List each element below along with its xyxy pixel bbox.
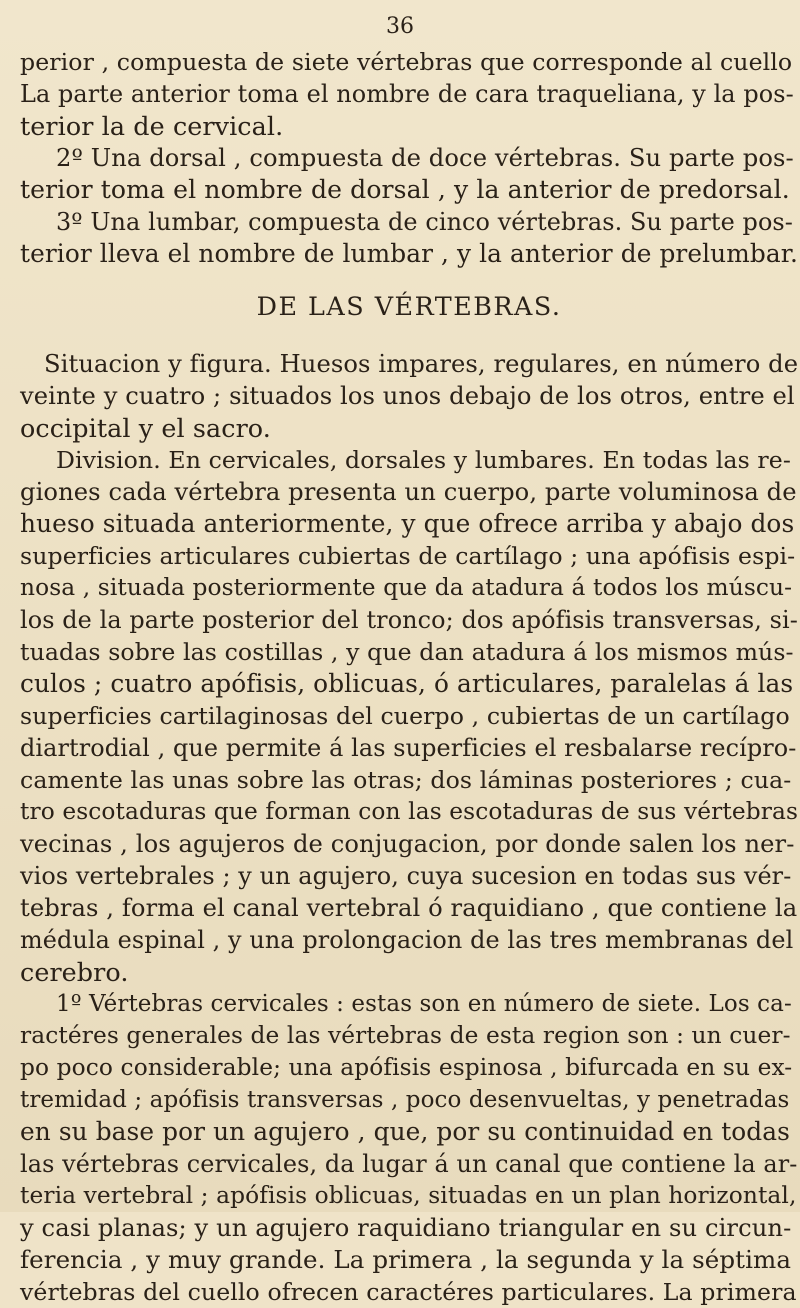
- text-line: po poco considerable; una apófisis espinosa , bifurcada en su ex-: [20, 1054, 793, 1081]
- text-line: las vértebras cervicales, da lugar á un canal que contiene la ar-: [20, 1150, 798, 1178]
- text-line: tuadas sobre las costillas , y que dan atadura á los mismos mús-: [20, 638, 794, 666]
- text-line: Division. En cervicales, dorsales y lumbares. En todas las re-: [56, 446, 791, 474]
- text-line: 2º Una dorsal , compuesta de doce vértebras. Su parte pos-: [56, 144, 794, 172]
- text-line: superficies articulares cubiertas de cartílago ; una apófisis espi-: [20, 542, 796, 570]
- text-line: médula espinal , y una prolongacion de las tres membranas del: [20, 926, 794, 954]
- text-line: hueso situada anteriormente, y que ofrece arriba y abajo dos: [20, 509, 795, 538]
- text-line: terior la de cervical.: [20, 111, 284, 141]
- text-line: los de la parte posterior del tronco; dos apófisis transversas, si-: [20, 606, 798, 634]
- text-line: La parte anterior toma el nombre de cara traqueliana, y la pos-: [20, 80, 794, 108]
- text-line: 3º Una lumbar, compuesta de cinco vértebras. Su parte pos-: [56, 208, 793, 236]
- text-line: vértebras del cuello ofrecen caractéres particulares. La primera: [20, 1278, 797, 1306]
- text-line: giones cada vértebra presenta un cuerpo, parte voluminosa de: [20, 478, 797, 506]
- text-line: tremidad ; apófisis transversas , poco desenvueltas, y penetradas: [20, 1087, 790, 1113]
- text-line: tro escotaduras que forman con las escotaduras de sus vértebras: [20, 798, 798, 825]
- text-line: diartrodial , que permite á las superficies el resbalarse recípro-: [20, 734, 797, 762]
- text-line: culos ; cuatro apófisis, oblicuas, ó articulares, paralelas á las: [20, 669, 794, 698]
- text-line: ferencia , y muy grande. La primera , la segunda y la séptima: [20, 1245, 792, 1274]
- text-line: cerebro.: [20, 957, 129, 987]
- text-line: en su base por un agujero , que, por su continuidad en todas: [20, 1117, 790, 1146]
- text-line: perior , compuesta de siete vértebras que corresponde al cuello: [20, 48, 793, 76]
- text-line: y casi planas; y un agujero raquidiano triangular en su circun-: [20, 1214, 792, 1242]
- text-line: tebras , forma el canal vertebral ó raquidiano , que contiene la: [20, 894, 798, 922]
- text-line: teria vertebral ; apófisis oblicuas, situadas en un plan horizontal,: [20, 1182, 797, 1209]
- text-line: 1º Vértebras cervicales : estas son en número de siete. Los ca-: [56, 991, 792, 1017]
- section-heading: DE LAS VÉRTEBRAS.: [256, 291, 562, 321]
- text-line: camente las unas sobre las otras; dos láminas posteriores ; cua-: [20, 766, 792, 794]
- text-line: ractéres generales de las vértebras de esta region son : un cuer-: [20, 1022, 791, 1049]
- text-line: Situacion y figura. Huesos impares, regulares, en número de: [44, 350, 799, 378]
- page-text: [20, 46, 798, 1308]
- text-line: terior toma el nombre de dorsal , y la anterior de predorsal.: [20, 175, 790, 204]
- text-line: veinte y cuatro ; situados los unos debajo de los otros, entre el: [20, 382, 795, 410]
- text-line: occipital y el sacro.: [20, 413, 271, 443]
- text-line: terior lleva el nombre de lumbar , y la anterior de prelumbar.: [20, 239, 798, 268]
- text-line: vios vertebrales ; y un agujero, cuya sucesion en todas sus vér-: [20, 862, 792, 890]
- text-line: superficies cartilaginosas del cuerpo , cubiertas de un cartílago: [20, 702, 790, 730]
- text-line: vecinas , los agujeros de conjugacion, por donde salen los ner-: [20, 830, 795, 858]
- page-number: 36: [386, 14, 414, 39]
- text-line: nosa , situada posteriormente que da atadura á todos los múscu-: [20, 574, 793, 601]
